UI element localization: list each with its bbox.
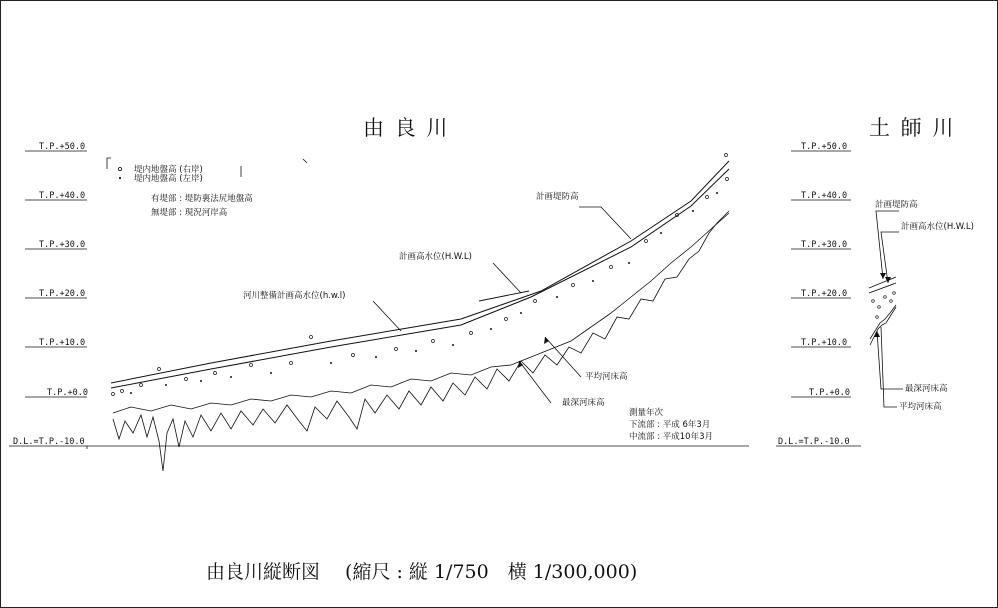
bank-marker: [158, 368, 161, 371]
avg-bed-leader: [545, 337, 581, 377]
bank-dot: [660, 232, 662, 234]
tick-label: T.P.+20.0: [39, 289, 86, 299]
side-profile: [869, 277, 896, 345]
bank-marker: [112, 393, 115, 396]
left-bank-marker-icon: [119, 177, 121, 179]
bank-marker: [610, 266, 613, 269]
label-planned-levee: 計画堤防高: [536, 192, 579, 202]
side-tick-label: T.P.+50.0: [801, 142, 848, 152]
bank-dot: [628, 262, 630, 264]
bank-dot: [375, 356, 377, 358]
bank-dot: [592, 280, 594, 282]
legend: [107, 158, 307, 218]
side-levee-line: [869, 277, 896, 288]
deep-bed-leader: [519, 361, 551, 403]
bank-marker: [432, 340, 435, 343]
legend-note-levee: 有堤部 : 堤防裏法尻地盤高: [151, 194, 253, 204]
bank-marker: [310, 336, 313, 339]
arrow-icon: [880, 273, 886, 279]
label-planned-hwl: 計画高水位(H.W.L): [399, 252, 472, 262]
label-average-bed: 平均河床高: [585, 372, 628, 382]
bank-marker: [534, 300, 537, 303]
bank-dot: [520, 312, 522, 314]
side-river-title: 土 師 川: [869, 116, 956, 140]
bank-dot: [490, 328, 492, 330]
profile-drawing: [1, 1, 998, 608]
side-label-deep-bed: 最深河床高: [905, 384, 948, 394]
legend-left-bank: 堤内地盤高 (左岸): [134, 174, 203, 184]
side-leaders: [876, 211, 903, 407]
bank-marker: [250, 364, 253, 367]
bank-marker: [140, 384, 143, 387]
main-axis: [9, 151, 749, 449]
side-label-levee: 計画堤防高: [875, 200, 918, 210]
bank-marker: [395, 348, 398, 351]
side-tick-label: T.P.+10.0: [801, 338, 848, 348]
hwl-segment: [479, 291, 529, 301]
bank-marker: [121, 390, 124, 393]
bank-dot: [452, 344, 454, 346]
tick-label: T.P.+40.0: [39, 191, 86, 201]
side-deep-bed: [870, 307, 896, 345]
side-levee-leader: [876, 211, 899, 279]
legend-mark: [303, 159, 307, 163]
leader-arrows: [518, 337, 549, 368]
main-river-title: 由 良 川: [363, 116, 450, 140]
bank-dot: [165, 384, 167, 386]
side-bank-marker: [890, 300, 893, 303]
bank-dot: [556, 296, 558, 298]
side-deep-leader: [877, 331, 903, 389]
bank-marker: [505, 318, 508, 321]
label-deepest-bed: 最深河床高: [562, 398, 605, 408]
side-bank-marker: [876, 316, 879, 319]
side-tick-label: D.L.=T.P.-10.0: [778, 437, 850, 447]
survey-title: 測量年次: [629, 408, 664, 418]
bank-marker: [470, 332, 473, 335]
survey-lower: 下流部 : 平成 6年3月: [629, 420, 711, 430]
bank-dot: [270, 372, 272, 374]
side-bank-marker: [893, 292, 896, 295]
tick-label: T.P.+50.0: [39, 142, 86, 152]
tick-label: D.L.=T.P.-10.0: [13, 437, 85, 447]
bank-dots: [130, 192, 718, 394]
side-bank-marker: [872, 300, 875, 303]
main-tick-labels: [13, 142, 88, 447]
side-tick-label: T.P.+0.0: [809, 388, 850, 398]
side-tick-label: T.P.+40.0: [801, 191, 848, 201]
bank-dot: [130, 392, 132, 394]
tick-label: T.P.+30.0: [39, 240, 86, 250]
bank-marker: [645, 240, 648, 243]
legend-right-bank: 堤内地盤高 (右岸): [134, 165, 203, 175]
side-tick-label: T.P.+30.0: [801, 240, 848, 250]
side-label-hwl: 計画高水位(H.W.L): [901, 222, 974, 232]
levee-leader: [579, 207, 631, 239]
side-tick-labels: [778, 142, 850, 447]
bank-marker: [725, 154, 728, 157]
bank-marker: [726, 178, 729, 181]
bank-dot: [415, 350, 417, 352]
bank-dot: [692, 210, 694, 212]
bank-marker: [706, 196, 709, 199]
bank-marker: [572, 284, 575, 287]
bank-marker: [352, 354, 355, 357]
legend-note-nolevee: 無堤部 : 現況河岸高: [151, 208, 228, 218]
tick-label: T.P.+0.0: [47, 388, 88, 398]
bank-dot: [716, 192, 718, 194]
drawing-caption: 由良川縦断図 (縮尺 : 縦 1/750 横 1/300,000): [206, 561, 638, 583]
river-plan-leader: [373, 301, 401, 331]
survey-middle: 中流部 : 平成10年3月: [629, 432, 713, 442]
bank-marker: [185, 378, 188, 381]
bank-marker: [214, 372, 217, 375]
bank-dot: [200, 380, 202, 382]
bank-dot: [330, 362, 332, 364]
bank-markers: [112, 154, 729, 396]
hwl-leader: [493, 263, 521, 293]
arrow-icon: [544, 337, 549, 344]
side-avg-bed: [870, 305, 896, 339]
side-hwl-line: [869, 283, 896, 293]
bank-marker: [290, 362, 293, 365]
side-bank-marker: [878, 306, 881, 309]
right-bank-marker-icon: [118, 167, 121, 170]
side-tick-label: T.P.+20.0: [801, 289, 848, 299]
side-bank-marker: [884, 296, 887, 299]
side-label-avg-bed: 平均河床高: [899, 402, 942, 412]
side-avg-leader: [881, 327, 897, 407]
bank-dot: [230, 376, 232, 378]
label-river-plan-wl: 河川整備計画高水位(h.w.l): [243, 291, 346, 301]
legend-bracket-left: [107, 158, 111, 169]
tick-label: T.P.+10.0: [39, 338, 86, 348]
arrow-icon: [885, 277, 891, 283]
